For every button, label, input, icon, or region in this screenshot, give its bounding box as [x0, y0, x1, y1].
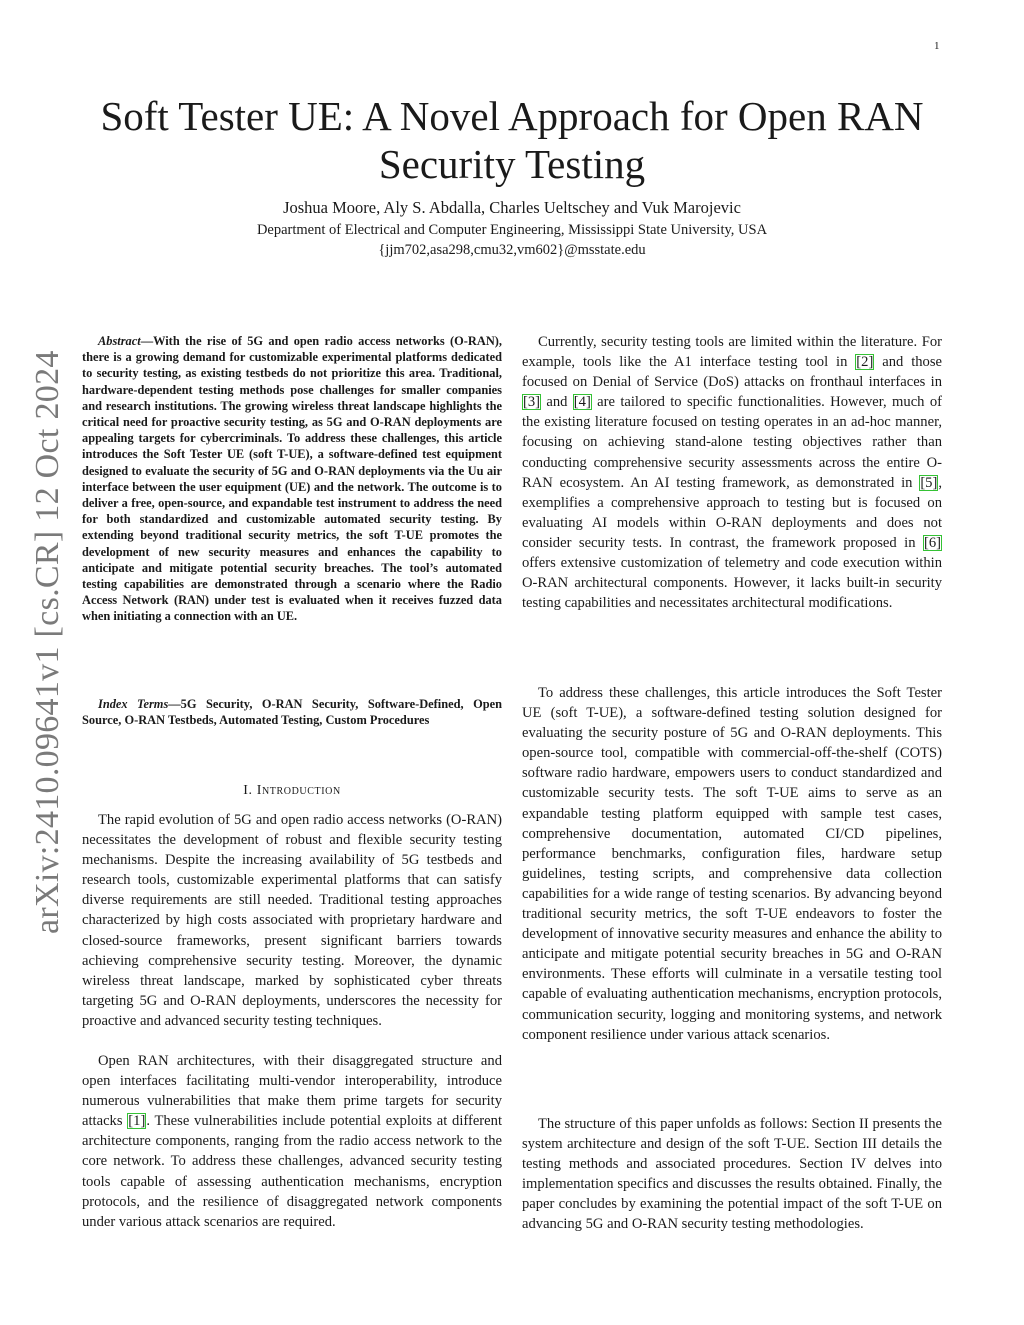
intro-paragraph-2	[82, 1051, 502, 1232]
citation-link-2[interactable]: [2]	[856, 354, 874, 371]
citation-link-4[interactable]: [4]	[573, 394, 591, 411]
intro-paragraph-2-text: Open RAN architectures, with their disaggregated structure and open interfaces facilitating multi-vendor interoperability, introduce numerous vulnerabilities that make them prime targets for security attacks	[82, 1053, 502, 1130]
author-emails: {jjm702,asa298,cmu32,vm602}@msstate.edu	[378, 242, 646, 258]
citation-link-6[interactable]: [6]	[923, 534, 941, 551]
paper-title: Soft Tester UE: A Novel Approach for Open RAN Security Testing	[100, 93, 924, 187]
section-heading-introduction	[82, 782, 502, 800]
intro-paragraph-1	[82, 810, 502, 1031]
citation-link-5[interactable]: [5]	[920, 474, 938, 491]
related-work-text-4: are tailored to specific functionalities. However, much of the existing literature focused on testing operates in an ad-hoc manner, focusing on achieving stand-alone testing objectives rather than conducting comprehensive security assessments across the entire O-RAN ecosystem. An AI testing framework, as demonstrated in	[522, 394, 942, 491]
citation-link-3[interactable]: [3]	[523, 394, 541, 411]
abstract-label: Abstract	[98, 334, 141, 348]
related-work-text-6: offers extensive customization of telemetry and code execution within O-RAN architectural components. However, it lacks built-in security testing capabilities and necessitates architectural modifications.	[522, 555, 942, 612]
related-work-text-2: and those focused on Denial of Service (DoS) attacks on fronthaul interfaces in	[522, 354, 942, 391]
abstract-text: With the rise of 5G and open radio access networks (O-RAN), there is a growing demand for customizable experimental platforms dedicated to security testing, as existing testbeds do not prioritize this area. Traditional, hardware-dependent testing methods pose challenges for smaller companies and research institutions. The growing wireless threat landscape highlights the critical need for proactive security testing, as 5G and O-RAN deployments are appealing targets for cybercriminals. To address these challenges, this article introduces the Soft Tester UE (soft T-UE), a software-defined test equipment designed to evaluate the security of 5G and O-RAN deployments via the Uu air interface between the user equipment (UE) and the network. The outcome is to deliver a free, open-source, and expandable test instrument to address the need for both standardized and customizable automated security testing. By extending beyond traditional security metrics, the soft T-UE promotes the development of new security measures and enhances the capability to anticipate and mitigate potential security breaches. The tool’s automated testing capabilities are demonstrated through a scenario where the Radio Access Network (RAN) under test is evaluated when it receives fuzzed data when initiating a connection with an UE.	[82, 334, 502, 624]
author-list: Joshua Moore, Aly S. Abdalla, Charles Ueltschey and Vuk Marojevic	[283, 198, 741, 217]
related-work-text-5: , exemplifies a comprehensive approach to testing but is focused on evaluating AI models within O-RAN deployments and does not consider security tests. In contrast, the framework proposed in	[522, 474, 942, 551]
affiliation: Department of Electrical and Computer Engineering, Mississippi State University, USA	[256, 222, 768, 238]
structure-paragraph	[522, 1114, 942, 1235]
citation-link-1[interactable]: [1]	[128, 1113, 146, 1130]
index-terms-text: 5G Security, O-RAN Security, Software-Defined, Open Source, O-RAN Testbeds, Automated Testing, Custom Procedures	[82, 697, 503, 728]
section-numeral: I.	[243, 783, 257, 798]
related-work-text-3: and	[541, 394, 573, 411]
abstract: Abstract—With the rise of 5G and open radio access networks (O-RAN), there is a growing demand for customizable experimental platforms dedicated to security testing, as existing testbeds do not prioritize this area. Traditional, hardware-dependent testing methods pose challenges for smaller companies and research institutions. The growing wireless threat landscape highlights the critical need for proactive security testing, as 5G and O-RAN deployments are appealing targets for cybercriminals. To address these challenges, this article introduces the Soft Tester UE (soft T-UE), a software-defined test equipment designed to evaluate the security of 5G and O-RAN deployments via the Uu air interface between the user equipment (UE) and the network. The outcome is to deliver a free, open-source, and expandable test instrument to address the need for both standardized and customizable automated security testing. By extending beyond traditional security metrics, the soft T-UE promotes the development of new security measures and enhances the capability to anticipate and mitigate potential security breaches. The tool’s automated testing capabilities are demonstrated through a scenario where the Radio Access Network (RAN) under test is evaluated when it receives fuzzed data when initiating a connection with an UE.	[82, 334, 502, 624]
intro-paragraph-2-text-cont: . These vulnerabilities include potential exploits at different architecture components, ranging from the radio access network to the core network. To address these challenges, advanced security testing tools capable of assessing authentication mechanisms, encryption protocols, and the resilience of disaggregated network components under various attack scenarios are required.	[82, 1113, 503, 1230]
intro-paragraph-1-text: The rapid evolution of 5G and open radio access networks (O-RAN) necessitates the development of robust and flexible security testing mechanisms. Despite the increasing availability of 5G testbeds and research tools, customizable experimental platforms that can satisfy diverse requirements are still needed. Traditional testing approaches characterized by high costs associated with proprietary hardware and closed-source frameworks, present significant barriers towards achieving comprehensive security testing. Moreover, the dynamic wireless threat landscape, marked by sophisticated cyber threats targeting 5G and O-RAN deployments, underscores the necessity for proactive and advanced security testing techniques.	[82, 812, 502, 1029]
index-terms: Index Terms—5G Security, O-RAN Security, Software-Defined, Open Source, O-RAN Testbeds, Automated Testing, Custom Procedures	[82, 697, 503, 728]
structure-text: The structure of this paper unfolds as follows: Section II presents the system architecture and design of the soft T-UE. Section III details the testing methods and associated procedures. Section IV delves into implementation specifics and discusses the results obtained. Finally, the paper concludes by examining the potential impact of the soft T-UE on advancing 5G and O-RAN security testing methodologies.	[522, 1116, 942, 1233]
page-number: 1	[934, 40, 940, 52]
related-work-paragraph	[522, 332, 942, 613]
contribution-text: To address these challenges, this article introduces the Soft Tester UE (soft T-UE), a software-defined testing solution designed for evaluating the security posture of 5G and O-RAN deployments. This open-source tool, compatible with commercial-off-the-shelf (COTS) software radio hardware, empowers users to conduct standardized and customizable security tests. The soft T-UE aims to serve as an expandable testing platform equipped with sample test cases, comprehensive documentation, automated CI/CD pipelines, performance benchmarks, configuration files, hardware setup guidelines, testing scripts, and comprehensive data collection capabilities for a wide range of testing scenarios. By advancing beyond traditional security metrics, the soft T-UE endeavors to foster the development of innovative security measures and enhance the ability to anticipate and mitigate potential security breaches in 5G and O-RAN environments. These efforts will culminate in a versatile testing tool capable of evaluating authentication mechanisms, encryption protocols, communication security, logging and monitoring systems, and network component resilience under various attack scenarios.	[522, 685, 942, 1043]
section-title: Introduction	[256, 783, 341, 798]
index-terms-label: Index Terms	[98, 697, 169, 711]
arxiv-identifier[interactable]: arXiv:2410.09641v1 [cs.CR] 12 Oct 2024	[29, 350, 66, 934]
related-work-text-1: Currently, security testing tools are limited within the literature. For example, tools like the A1 interface testing tool in	[522, 334, 942, 371]
contribution-paragraph	[522, 683, 942, 1045]
